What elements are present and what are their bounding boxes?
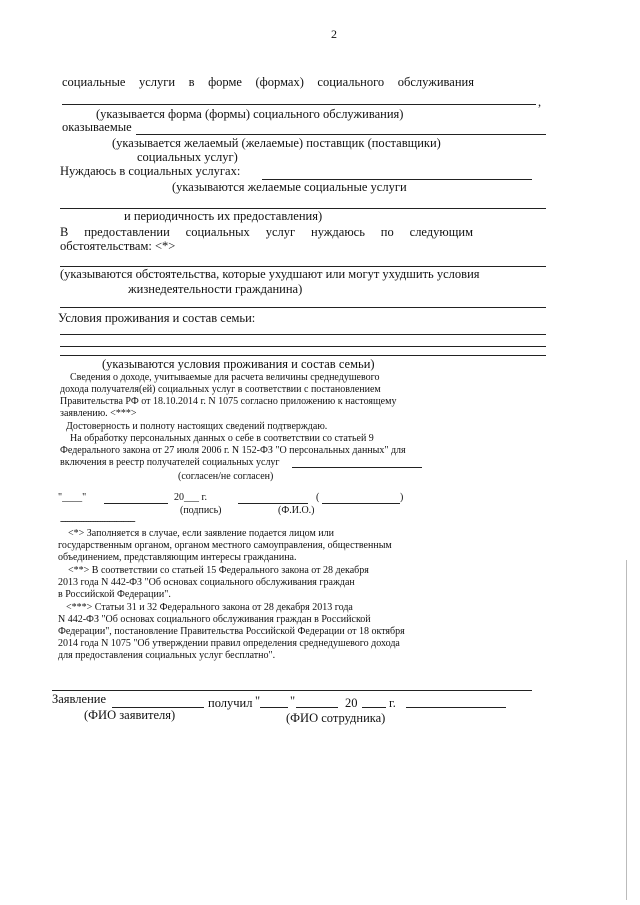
hint-applicant: (ФИО заявителя) [84,708,176,722]
word: в [188,75,195,89]
footnote-line: 2014 года N 1075 "Об утверждении правил определения среднедушевого дохода [58,638,400,649]
income-line-4: заявлению. <***> [60,408,137,419]
hint-fio: (Ф.И.О.) [278,505,315,516]
word: социальных [185,225,250,239]
hint-provider-1: (указывается желаемый (желаемые) поставщик (поставщики) [112,136,441,150]
receipt-g: г. [389,696,396,710]
receipt-divider [52,690,532,691]
fill-line-receipt-month[interactable] [296,707,338,708]
form-line-social-services [62,76,474,89]
fill-line-living-3[interactable] [60,355,546,356]
footnote-line: в Российской Федерации". [58,589,171,600]
footnote-line: Федерации", постановление Правительства Российской Федерации от 18 октября [58,626,405,637]
sign-year: 20___ г. [174,492,207,503]
need-provision-line [60,226,473,239]
hint-services: (указываются желаемые социальные услуги [172,180,407,194]
fill-line-sign-month[interactable] [104,503,168,504]
fill-line-form[interactable] [62,104,536,105]
hint-consent: (согласен/не согласен) [178,471,274,482]
hint-living: (указываются условия проживания и состав семьи) [102,357,375,371]
fill-line-living-2[interactable] [60,346,546,347]
hint-provider-2: социальных услуг) [137,150,238,164]
footnote-line: N 442-ФЗ "Об основах социального обслуживания граждан в Российской [58,614,371,625]
fill-line-consent[interactable] [292,467,422,468]
word: следующим [409,225,473,239]
word: обслуживания [397,75,474,89]
income-line-3: Правительства РФ от 18.10.2014 г. N 1075 согласно приложению к настоящему [60,396,397,407]
circumstances-label: обстоятельствам: <*> [60,239,176,253]
fill-line-employee[interactable] [406,707,506,708]
receipt-quote-mid: " [290,694,296,708]
consent-line-3: включения в реестр получателей социальных услуг [60,457,280,468]
footnote-line: объединением, представляющим интересы гражданина. [58,552,297,563]
sign-paren-close: ) [400,492,404,503]
sign-paren-open: ( [316,492,320,503]
fill-line-receipt-year[interactable] [362,707,386,708]
income-line-2: дохода получателя(ей) социальных услуг в соответствии с постановлением [60,384,381,395]
need-services-label: Нуждаюсь в социальных услугах: [60,164,241,178]
word: (формах) [255,75,304,89]
income-line-1: Сведения о доходе, учитываемые для расчета величины среднедушевого [70,372,380,383]
page-number: 2 [331,27,337,41]
fill-line-circumstances-2[interactable] [60,307,546,308]
word: форме [208,75,242,89]
comma: , [538,95,542,109]
fill-line-receipt-day[interactable] [260,707,288,708]
receipt-received: получил [208,696,253,710]
footnote-line: <*> Заполняется в случае, если заявление подается лицом или [68,528,334,539]
hint-employee: (ФИО сотрудника) [286,711,386,725]
word: услуг [265,225,296,239]
word: по [380,225,394,239]
hint-periodicity: и периодичность их предоставления) [124,209,323,223]
hint-service-form: (указывается форма (формы) социального обслуживания) [96,107,404,121]
fill-line-signature[interactable] [238,503,308,504]
consent-line-2: Федерального закона от 27 июля 2006 г. N 152-ФЗ "О персональных данных" для [60,445,406,456]
scan-edge [626,560,627,900]
word: социального [317,75,385,89]
footnote-line: <**> В соответствии со статьей 15 Федерального закона от 28 декабря [68,565,369,576]
sign-date-day[interactable]: "____" [58,492,87,503]
provided-label: оказываемые [62,120,132,134]
confirm-text: Достоверность и полноту настоящих сведений подтверждаю. [66,421,328,432]
word: услуги [138,75,176,89]
footnote-line: для предоставления социальных услуг бесплатно". [58,650,276,661]
word: нуждаюсь [311,225,365,239]
footnote-separator: -------------------------------- [60,516,135,527]
hint-signature: (подпись) [180,505,222,516]
fill-line-fio[interactable] [322,503,400,504]
hint-circumstances-1: (указываются обстоятельства, которые ухудшают или могут ухудшить условия [60,267,480,281]
receipt-label: Заявление [52,692,107,706]
receipt-quote-open: " [255,694,261,708]
footnote-line: государственным органом, органом местного самоуправления, общественным [58,540,392,551]
word: социальные [62,75,126,89]
receipt-year: 20 [345,696,358,710]
footnote-line: <***> Статьи 31 и 32 Федерального закона от 28 декабря 2013 года [66,602,353,613]
footnote-line: 2013 года N 442-ФЗ "Об основах социального обслуживания граждан [58,577,355,588]
fill-line-living-1[interactable] [60,334,546,335]
word: В [60,225,69,239]
word: предоставлении [84,225,170,239]
living-conditions-label: Условия проживания и состав семьи: [58,311,256,325]
consent-line-1: На обработку персональных данных о себе в соответствии со статьей 9 [70,433,374,444]
fill-line-provider[interactable] [136,134,546,135]
hint-circumstances-2: жизнедеятельности гражданина) [128,282,303,296]
